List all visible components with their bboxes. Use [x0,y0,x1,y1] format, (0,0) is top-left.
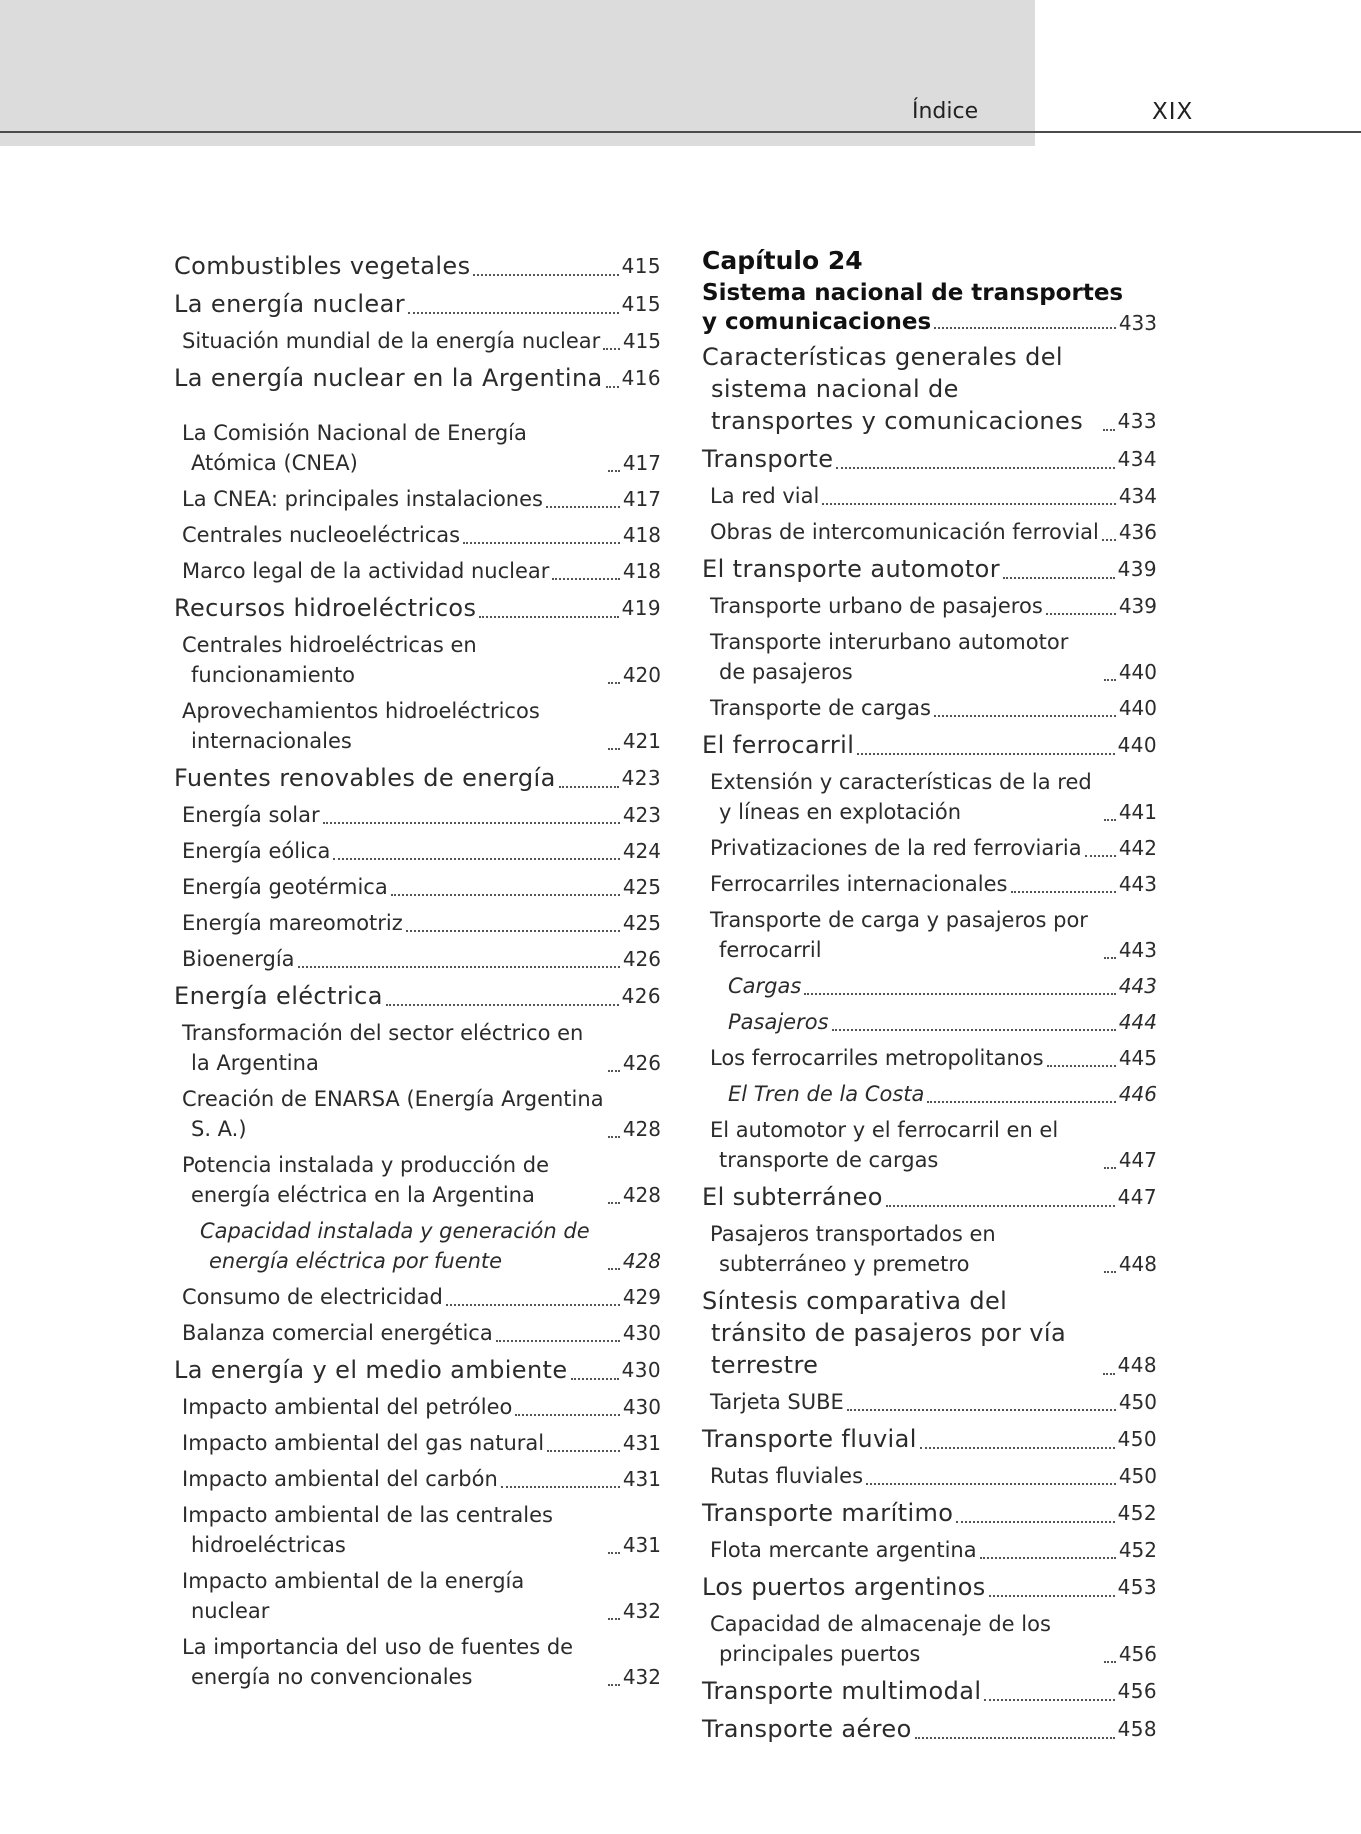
toc-entry-page: 431 [622,1467,661,1491]
chapter-label: Capítulo 24 [702,246,863,275]
leader-dots [515,1414,619,1416]
toc-entry-page: 433 [1117,409,1157,433]
toc-entry[interactable] [174,288,661,320]
toc-entry[interactable] [174,1318,661,1348]
leader-dots [608,1684,620,1686]
toc-entry[interactable] [174,800,661,830]
toc-entry-title: Impacto ambiental del gas natural [182,1431,545,1455]
toc-entry[interactable] [174,836,661,866]
toc-entry-page: 415 [621,254,661,278]
leader-dots [1104,957,1116,959]
toc-entry[interactable] [702,833,1157,863]
leader-dots [333,858,619,860]
toc-entry[interactable] [702,627,1157,687]
leader-dots [1104,1167,1116,1169]
toc-entry-title: Energía eléctrica [174,982,383,1010]
leader-dots [463,542,620,544]
toc-entry-title: Ferrocarriles internacionales [710,872,1008,896]
leader-dots [608,1618,620,1620]
toc-entry[interactable] [174,556,661,586]
toc-entry[interactable] [702,1535,1157,1565]
toc-entry-title: La CNEA: principales instalaciones [182,487,543,511]
toc-entry[interactable] [702,1115,1157,1175]
chapter-title-line2: y comunicaciones [702,309,932,335]
leader-dots [603,348,620,350]
toc-entry[interactable] [174,1632,661,1692]
toc-entry[interactable] [702,1571,1157,1603]
toc-entry[interactable] [174,908,661,938]
leader-dots [608,748,620,750]
toc-entry-page: 423 [622,803,661,827]
toc-entry[interactable] [702,693,1157,723]
toc-entry[interactable] [174,1392,661,1422]
leader-dots [822,503,1116,505]
toc-entry-title: El subterráneo [702,1183,883,1211]
toc-entry-title: La energía y el medio ambiente [174,1356,568,1384]
toc-entry-title: El transporte automotor [702,555,1000,583]
toc-right-entries [702,341,1157,1745]
toc-entry-page: 452 [1117,1501,1157,1525]
leader-dots [408,312,619,314]
chapter-title-line1: Sistema nacional de transportes [702,280,1124,306]
spacer [174,394,661,412]
toc-entry[interactable] [174,1084,661,1144]
leader-dots [608,1136,620,1138]
leader-dots [1011,891,1116,893]
toc-entry-title: Recursos hidroeléctricos [174,594,477,622]
toc-entry-title: Fuentes renovables de energía [174,764,556,792]
toc-entry[interactable] [174,326,661,356]
toc-entry-page: 432 [622,1599,661,1623]
header-band [0,0,1035,146]
leader-dots [501,1486,620,1488]
toc-entry-title: Energía mareomotriz [182,911,403,935]
toc-entry-page: 444 [1118,1010,1157,1034]
toc-entry[interactable] [702,443,1157,475]
toc-entry-page: 432 [622,1665,661,1689]
toc-entry[interactable] [702,481,1157,511]
toc-entry[interactable] [174,1566,661,1626]
leader-dots [836,467,1114,469]
toc-entry-title: Energía eólica [182,839,331,863]
leader-dots [1003,577,1115,579]
leader-dots [608,682,620,684]
toc-entry-page: 425 [622,875,661,899]
toc-entry-page: 419 [621,596,661,620]
toc-entry-page: 441 [1118,800,1157,824]
toc-entry-title: Bioenergía [182,947,295,971]
toc-entry-title: Síntesis comparativa del tránsito de pasajeros por vía terrestre [702,1287,1067,1379]
leader-dots [886,1205,1115,1207]
toc-entry[interactable] [174,418,661,478]
leader-dots [552,578,619,580]
toc-entry-title: Capacidad instalada y generación de energía eléctrica por fuente [200,1219,590,1273]
toc-entry-page: 443 [1118,872,1157,896]
toc-entry-title: Transporte urbano de pasajeros [710,594,1043,618]
toc-entry[interactable] [174,1500,661,1560]
toc-entry-page: 452 [1118,1538,1157,1562]
toc-entry-page: 450 [1118,1390,1157,1414]
toc-entry[interactable] [702,341,1157,437]
toc-entry-page: 453 [1117,1575,1157,1599]
toc-entry-page: 429 [622,1285,661,1309]
chapter-page: 433 [1118,311,1157,335]
toc-entry-title: Impacto ambiental del carbón [182,1467,498,1491]
toc-entry-title: El automotor y el ferrocarril en el transporte de cargas [710,1118,1059,1172]
toc-entry-page: 443 [1118,974,1157,998]
leader-dots [1104,1661,1116,1663]
toc-entry[interactable] [702,905,1157,965]
toc-entry-page: 436 [1118,520,1157,544]
toc-entry-page: 418 [622,523,661,547]
toc-entry-page: 416 [621,366,661,390]
leader-dots [915,1737,1115,1739]
toc-entry-page: 450 [1117,1427,1157,1451]
toc-entry[interactable] [702,553,1157,585]
leader-dots [608,1202,620,1204]
toc-entry-title: Transporte de carga y pasajeros por ferrocarril [710,908,1088,962]
toc-entry[interactable] [702,1461,1157,1491]
toc-entry[interactable] [174,630,661,690]
toc-entry[interactable] [174,484,661,514]
toc-entry-title: Tarjeta SUBE [710,1390,844,1414]
toc-entry[interactable] [174,944,661,974]
toc-entry-title: La importancia del uso de fuentes de energía no convencionales [182,1635,574,1689]
toc-entry-title: La energía nuclear en la Argentina [174,364,603,392]
toc-entry[interactable] [702,1423,1157,1455]
leader-dots [1103,1373,1115,1375]
toc-entry-page: 447 [1118,1148,1157,1172]
leader-dots [608,1070,620,1072]
toc-entry-title: Impacto ambiental del petróleo [182,1395,513,1419]
toc-entry-page: 417 [622,451,661,475]
toc-entry[interactable] [702,1181,1157,1213]
toc-entry-page: 431 [622,1431,661,1455]
toc-entry[interactable] [174,872,661,902]
leader-dots [847,1409,1116,1411]
leader-dots [1103,429,1115,431]
toc-entry-page: 447 [1117,1185,1157,1209]
toc-entry-page: 445 [1118,1046,1157,1070]
toc-entry[interactable] [174,362,661,394]
toc-entry-page: 428 [622,1249,661,1273]
toc-entry[interactable] [174,1018,661,1078]
leader-dots [1104,1271,1116,1273]
toc-entry-title: Situación mundial de la energía nuclear [182,329,601,353]
toc-entry-page: 434 [1117,447,1157,471]
leader-dots [473,274,618,276]
leader-dots [547,1450,620,1452]
toc-entry[interactable] [702,1285,1157,1381]
toc-entry-page: 456 [1118,1642,1157,1666]
toc-entry-page: 439 [1118,594,1157,618]
leader-dots [546,506,620,508]
leader-dots [857,753,1114,755]
leader-dots [298,966,620,968]
toc-entry-page: 426 [622,1051,661,1075]
leader-dots [804,993,1116,995]
toc-entry-title: La energía nuclear [174,290,405,318]
toc-entry-page: 415 [621,292,661,316]
toc-entry-title: Pasajeros transportados en subterráneo y premetro [710,1222,996,1276]
leader-dots [1104,679,1116,681]
toc-entry-page: 423 [621,766,661,790]
toc-entry-title: Transporte de cargas [710,696,931,720]
toc-entry-title: Obras de intercomunicación ferrovial [710,520,1099,544]
toc-entry-title: Combustibles vegetales [174,252,471,280]
toc-entry-title: Transporte aéreo [702,1715,912,1743]
toc-entry[interactable] [174,1282,661,1312]
toc-entry-title: Impacto ambiental de las centrales hidroeléctricas [182,1503,553,1557]
toc-entry-page: 448 [1117,1353,1157,1377]
toc-entry-page: 430 [621,1358,661,1382]
toc-entry-page: 428 [622,1183,661,1207]
toc-entry-page: 450 [1118,1464,1157,1488]
toc-entry-title: Consumo de electricidad [182,1285,443,1309]
toc-entry-title: Transporte marítimo [702,1499,954,1527]
toc-entry-title: La Comisión Nacional de Energía Atómica (CNEA) [182,421,527,475]
toc-entry[interactable] [702,729,1157,761]
leader-dots [606,386,619,388]
leader-dots [920,1447,1115,1449]
toc-entry-page: 426 [621,984,661,1008]
leader-dots [866,1483,1116,1485]
toc-entry-title: Potencia instalada y producción de energía eléctrica en la Argentina [182,1153,550,1207]
leader-dots [479,616,618,618]
toc-entry-page: 439 [1117,557,1157,581]
toc-entry-title: Transporte multimodal [702,1677,982,1705]
toc-entry[interactable] [702,1007,1157,1037]
toc-entry-page: 424 [622,839,661,863]
toc-entry-page: 421 [622,729,661,753]
toc-entry[interactable] [702,1675,1157,1707]
toc-entry[interactable] [702,1713,1157,1745]
toc-entry-title: Los puertos argentinos [702,1573,986,1601]
header-rule [0,131,1361,133]
toc-entry[interactable] [174,1150,661,1210]
leader-dots [446,1304,620,1306]
toc-entry-title: Características generales del sistema nacional de transportes y comunicaciones [702,343,1084,435]
toc-entry-page: 442 [1118,836,1157,860]
toc-entry[interactable] [174,1464,661,1494]
toc-entry-title: Energía geotérmica [182,875,388,899]
toc-entry-title: Centrales hidroeléctricas en funcionamiento [182,633,477,687]
toc-entry[interactable] [174,520,661,550]
leader-dots [559,786,619,788]
leader-dots [984,1699,1114,1701]
toc-entry-title: Creación de ENARSA (Energía Argentina S. A.) [182,1087,604,1141]
leader-dots [934,715,1116,717]
leader-dots [391,894,620,896]
toc-entry-page: 418 [622,559,661,583]
toc-entry-title: Extensión y características de la red y líneas en explotación [710,770,1092,824]
toc-entry-title: Transformación del sector eléctrico en la Argentina [182,1021,584,1075]
toc-entry[interactable] [174,762,661,794]
toc-entry-page: 430 [622,1321,661,1345]
toc-entry[interactable] [702,1609,1157,1669]
leader-dots [571,1378,619,1380]
toc-entry[interactable] [702,971,1157,1001]
toc-entry-title: Energía solar [182,803,320,827]
leader-dots [1046,613,1116,615]
running-header-title: Índice [912,99,979,124]
toc-entry-title: Capacidad de almacenaje de los principales puertos [710,1612,1051,1666]
leader-dots [934,327,1116,329]
toc-entry-page: 428 [622,1117,661,1141]
toc-entry-title: La red vial [710,484,820,508]
leader-dots [1102,539,1116,541]
toc-entry[interactable] [702,591,1157,621]
toc-entry-page: 415 [622,329,661,353]
toc-entry-page: 440 [1118,696,1157,720]
toc-entry-page: 440 [1117,733,1157,757]
toc-entry-page: 431 [622,1533,661,1557]
leader-dots [1085,855,1116,857]
leader-dots [1104,819,1116,821]
toc-entry[interactable] [702,1043,1157,1073]
toc-entry[interactable] [174,696,661,756]
toc-entry-page: 430 [622,1395,661,1419]
toc-entry-title: Flota mercante argentina [710,1538,977,1562]
leader-dots [956,1521,1114,1523]
toc-entry-title: Los ferrocarriles metropolitanos [710,1046,1044,1070]
leader-dots [608,470,620,472]
toc-entry[interactable] [702,1497,1157,1529]
toc-entry-title: Rutas fluviales [710,1464,864,1488]
leader-dots [980,1557,1116,1559]
toc-entry-title: Transporte [702,445,834,473]
leader-dots [989,1595,1115,1597]
toc-entry-page: 456 [1117,1679,1157,1703]
chapter-title-entry[interactable] [702,309,1157,335]
leader-dots [832,1029,1116,1031]
leader-dots [323,822,620,824]
toc-entry-title: Transporte fluvial [702,1425,917,1453]
leader-dots [1047,1065,1116,1067]
toc-entry[interactable] [702,869,1157,899]
toc-entry-page: 440 [1118,660,1157,684]
toc-entry-title: El ferrocarril [702,731,855,759]
leader-dots [608,1268,620,1270]
toc-entry-title: Cargas [728,974,802,998]
toc-entry-title: Privatizaciones de la red ferroviaria [710,836,1082,860]
toc-entry[interactable] [174,1216,661,1276]
toc-entry-title: El Tren de la Costa [728,1082,925,1106]
toc-entry-title: Centrales nucleoeléctricas [182,523,461,547]
toc-right-column [702,244,1157,1745]
toc-left-column [174,244,661,1692]
toc-entry-title: Transporte interurbano automotor de pasajeros [710,630,1069,684]
toc-entry-page: 434 [1118,484,1157,508]
leader-dots [386,1004,619,1006]
toc-entry[interactable] [174,592,661,624]
toc-entry-page: 443 [1118,938,1157,962]
toc-entry-page: 448 [1118,1252,1157,1276]
toc-entry[interactable] [174,250,661,282]
leader-dots [608,1552,620,1554]
toc-entry[interactable] [702,767,1157,827]
toc-entry-page: 420 [622,663,661,687]
toc-entry-page: 417 [622,487,661,511]
toc-entry-title: Impacto ambiental de la energía nuclear [182,1569,525,1623]
toc-entry-page: 446 [1118,1082,1157,1106]
page-number: XIX [1152,99,1194,125]
toc-entry-title: Pasajeros [728,1010,829,1034]
toc-entry-page: 458 [1117,1717,1157,1741]
toc-entry[interactable] [702,1387,1157,1417]
toc-entry[interactable] [174,1428,661,1458]
toc-entry-title: Balanza comercial energética [182,1321,493,1345]
toc-entry-title: Marco legal de la actividad nuclear [182,559,550,583]
toc-entry[interactable] [702,1079,1157,1109]
toc-entry[interactable] [702,517,1157,547]
leader-dots [927,1101,1115,1103]
leader-dots [496,1340,620,1342]
toc-entry-page: 425 [622,911,661,935]
toc-entry[interactable] [174,980,661,1012]
toc-entry[interactable] [174,1354,661,1386]
toc-entry-page: 426 [622,947,661,971]
toc-entry[interactable] [702,1219,1157,1279]
toc-entry-title: Aprovechamientos hidroeléctricos internacionales [182,699,540,753]
leader-dots [406,930,620,932]
